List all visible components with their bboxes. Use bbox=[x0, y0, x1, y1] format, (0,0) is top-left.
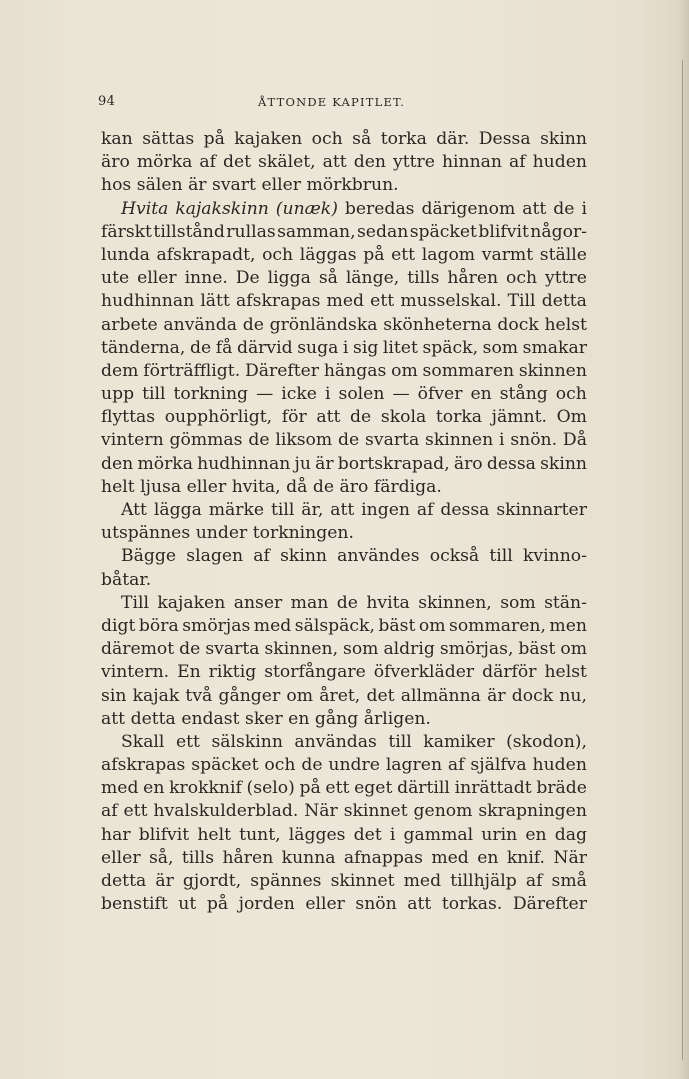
text-line: den mörka hudhinnan ju är bortskrapad, äro dessa skinn bbox=[101, 453, 587, 474]
body-text bbox=[101, 128, 587, 916]
text-line: lunda afskrapadt, och läggas på ett lagom varmt ställe bbox=[101, 244, 587, 265]
text-line: helt ljusa eller hvita, då de äro färdiga. bbox=[101, 476, 442, 497]
text-line: eller så, tills håren kunna afnappas med en knif. När bbox=[101, 847, 587, 868]
text-line: ute eller inne. De ligga så länge, tills håren och yttre bbox=[101, 268, 587, 289]
text-line: arbete använda de grönländska skönheterna dock helst bbox=[101, 314, 587, 335]
text-line: kan sättas på kajaken och så torka där. Dessa skinn bbox=[101, 129, 587, 149]
text-line: vintern gömmas de liksom de svarta skinnen i snön. Då bbox=[101, 430, 587, 451]
text-line: digt böra smörjas med sälspäck, bäst om sommaren, men bbox=[101, 615, 587, 636]
chapter-title: ÅTTONDE KAPITLET. bbox=[258, 95, 406, 109]
page-number: 94 bbox=[98, 94, 116, 109]
text-line: af ett hvalskulderblad. När skinnet genom skrapningen bbox=[101, 801, 587, 822]
text-line: Till kajaken anser man de hvita skinnen, som stän- bbox=[121, 592, 587, 613]
text-line: upp till torkning — icke i solen — öfver en stång och bbox=[101, 384, 587, 405]
text-line: benstift ut på jorden eller snön att torkas. Därefter bbox=[101, 894, 587, 915]
text-line: sin kajak två gånger om året, det allmänna är dock nu, bbox=[101, 685, 587, 706]
text-line: däremot de svarta skinnen, som aldrig smörjas, bäst om bbox=[101, 639, 587, 660]
running-head bbox=[98, 94, 586, 116]
text-line: har blifvit helt tunt, lägges det i gammal urin en dag bbox=[101, 824, 587, 845]
text-line: afskrapas späcket och de undre lagren af själfva huden bbox=[101, 755, 587, 776]
text-line: vintern. En riktig storfångare öfverkläder därför helst bbox=[101, 662, 587, 683]
text-line: Hvita kajakskinn (unæk) beredas därigenom att de i bbox=[121, 198, 587, 219]
text-line: utspännes under torkningen. bbox=[101, 523, 354, 544]
text-line: hos sälen är svart eller mörkbrun. bbox=[101, 175, 399, 196]
text-line: att detta endast sker en gång årligen. bbox=[101, 708, 431, 729]
text-line: Skall ett sälskinn användas till kamiker (skodon), bbox=[121, 731, 587, 752]
page-edge-line bbox=[682, 60, 683, 1060]
text-line: med en krokknif (selo) på ett eget därtill inrättadt bräde bbox=[101, 778, 587, 799]
text-line: Bägge slagen af skinn användes också till kvinno- bbox=[121, 546, 587, 567]
text-line: äro mörka af det skälet, att den yttre hinnan af huden bbox=[101, 152, 587, 173]
text-line: dem förträffligt. Därefter hängas om sommaren skinnen bbox=[101, 360, 587, 381]
text-line: detta är gjordt, spännes skinnet med tillhjälp af små bbox=[101, 871, 587, 891]
text-line: tänderna, de få därvid suga i sig litet späck, som smakar bbox=[101, 337, 587, 358]
text-line: hudhinnan lätt afskrapas med ett musselskal. Till detta bbox=[101, 291, 587, 312]
text-line: flyttas oupphörligt, för att de skola torka jämnt. Om bbox=[101, 407, 587, 428]
text-line: Att lägga märke till är, att ingen af dessa skinnarter bbox=[121, 500, 587, 520]
page-edge-shadow bbox=[679, 0, 689, 1079]
text-line: färskt tillstånd rullas samman, sedan späcket blifvit någor- bbox=[101, 221, 587, 242]
text-line: båtar. bbox=[101, 569, 152, 590]
